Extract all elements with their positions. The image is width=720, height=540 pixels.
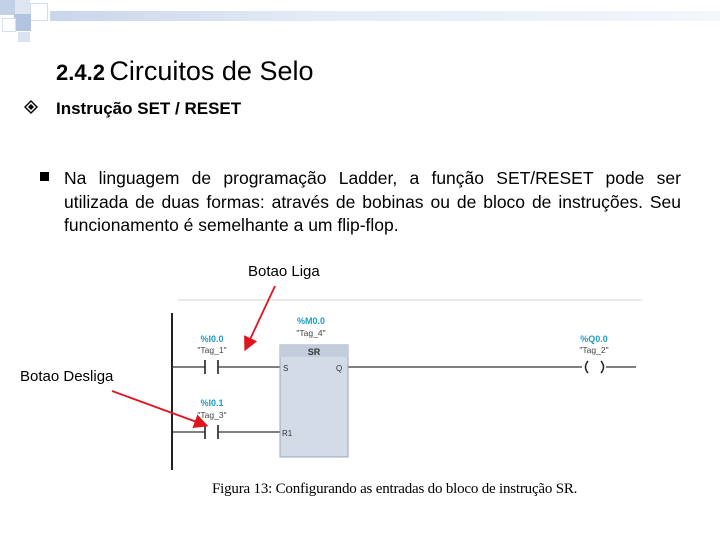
contact2-address: %I0.1 [200, 398, 224, 408]
contact1-address: %I0.0 [200, 334, 224, 344]
arrow-desliga [112, 391, 205, 425]
contact1-tag: "Tag_1" [197, 345, 227, 355]
sr-pin-r1: R1 [282, 429, 293, 438]
body-paragraph: Na linguagem de programação Ladder, a função SET/RESET pode ser utilizada de duas formas: através de bobinas ou de bloco de instruções. Seu funcionamento é semelhante a um flip-flop. [64, 168, 681, 235]
coil-address: %Q0.0 [580, 334, 608, 344]
arrow-liga [246, 286, 275, 348]
section-number: 2.4.2 [56, 60, 105, 85]
sr-title: SR [307, 347, 321, 357]
figure-caption: Figura 13: Configurando as entradas do bloco de instrução SR. [212, 481, 578, 497]
sr-address: %M0.0 [296, 316, 326, 326]
label-botao-liga: Botao Liga [248, 263, 320, 280]
coil-tag: "Tag_2" [579, 345, 609, 355]
sr-pin-q: Q [336, 364, 343, 373]
sr-pin-s: S [283, 364, 289, 373]
contact2-tag: "Tag_3" [197, 410, 227, 420]
sr-tag: "Tag_4" [296, 328, 326, 338]
subtitle: Instrução SET / RESET [56, 99, 242, 118]
section-title: Circuitos de Selo [109, 56, 314, 86]
label-botao-desliga: Botao Desliga [20, 368, 114, 385]
